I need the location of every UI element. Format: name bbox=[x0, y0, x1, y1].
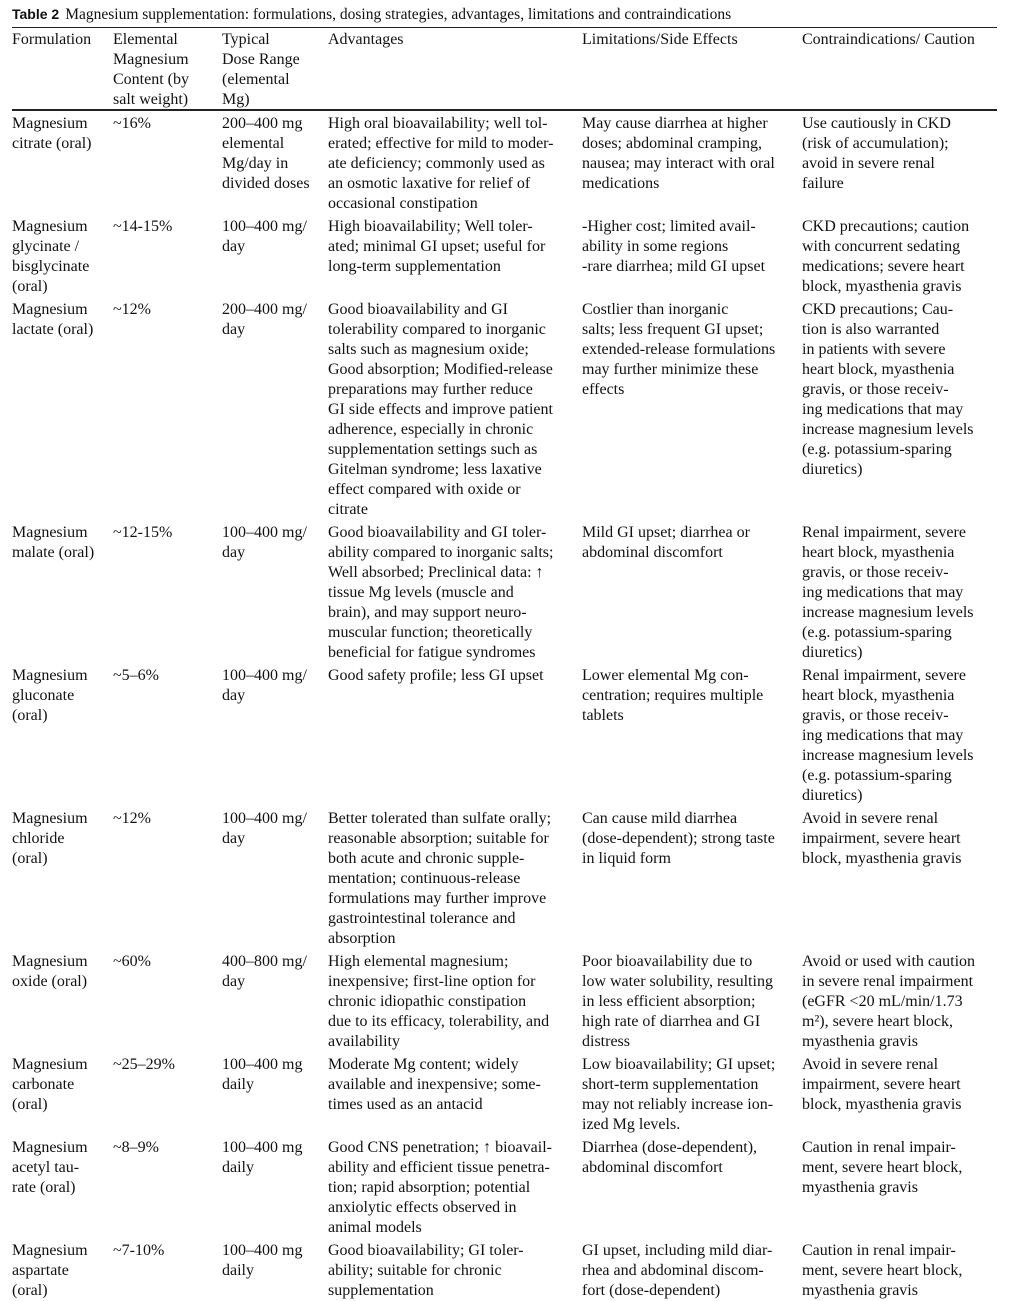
cell-advantages: Good bioavailability; GI toler- ability; suitable for chronic supplementation bbox=[328, 1242, 524, 1299]
cell-elemental-content: ~7-10% bbox=[113, 1242, 165, 1259]
header-advantages: Advantages bbox=[328, 31, 404, 48]
cell-limitations: Costlier than inorganic salts; less frequent GI upset; extended-release formulations may further minimize these effects bbox=[582, 301, 776, 398]
top-rule bbox=[12, 27, 997, 28]
cell-contraindications: Caution in renal impair- ment, severe heart block, myasthenia gravis bbox=[802, 1139, 963, 1196]
cell-advantages: Better tolerated than sulfate orally; reasonable absorption; suitable for both acute and chronic supple- mentation; continuous-release formulations may further improve gastrointestinal tolerance and absorption bbox=[328, 810, 552, 947]
cell-elemental-content: ~25–29% bbox=[113, 1056, 175, 1073]
cell-advantages: Good CNS penetration; ↑ bioavail- ability and efficient tissue penetra- tion; rapid absorption; potential anxiolytic effects observed in animal models bbox=[328, 1139, 552, 1236]
header-elemental-content: Elemental Magnesium Content (by salt weight) bbox=[113, 31, 189, 108]
cell-limitations: Poor bioavailability due to low water solubility, resulting in less efficient absorption; high rate of diarrhea and GI distress bbox=[582, 953, 773, 1050]
cell-limitations: May cause diarrhea at higher doses; abdominal cramping, nausea; may interact with oral medications bbox=[582, 115, 775, 192]
header-formulation: Formulation bbox=[12, 31, 92, 48]
cell-dose-range: 100–400 mg daily bbox=[222, 1139, 303, 1176]
cell-elemental-content: ~5–6% bbox=[113, 667, 159, 684]
cell-elemental-content: ~12% bbox=[113, 810, 151, 827]
cell-contraindications: Caution in renal impair- ment, severe heart block, myasthenia gravis bbox=[802, 1242, 963, 1299]
table-title: Magnesium supplementation: formulations, dosing strategies, advantages, limitations and contraindications bbox=[65, 6, 732, 23]
cell-formulation: Magnesium oxide (oral) bbox=[12, 953, 88, 990]
cell-dose-range: 100–400 mg/ day bbox=[222, 218, 307, 255]
cell-contraindications: Avoid in severe renal impairment, severe heart block, myasthenia gravis bbox=[802, 810, 962, 867]
cell-limitations: Lower elemental Mg con- centration; requires multiple tablets bbox=[582, 667, 764, 724]
cell-limitations: Diarrhea (dose-dependent), abdominal discomfort bbox=[582, 1139, 758, 1176]
cell-formulation: Magnesium lactate (oral) bbox=[12, 301, 94, 338]
header-limitations: Limitations/Side Effects bbox=[582, 31, 738, 48]
cell-dose-range: 100–400 mg/ day bbox=[222, 524, 307, 561]
cell-advantages: High oral bioavailability; well tol- erated; effective for mild to moder- ate deficiency; commonly used as an osmotic laxative for relief of occasional constipation bbox=[328, 115, 554, 212]
cell-elemental-content: ~16% bbox=[113, 115, 151, 132]
cell-formulation: Magnesium aspartate (oral) bbox=[12, 1242, 88, 1299]
cell-dose-range: 100–400 mg daily bbox=[222, 1056, 303, 1093]
cell-dose-range: 200–400 mg/ day bbox=[222, 301, 307, 338]
cell-elemental-content: ~60% bbox=[113, 953, 151, 970]
cell-contraindications: CKD precautions; Cau- tion is also warranted in patients with severe heart block, myasthenia gravis, or those receiv- ing medications that may increase magnesium levels (e.g. potassium-sparing diuretics) bbox=[802, 301, 974, 478]
cell-formulation: Magnesium carbonate (oral) bbox=[12, 1056, 88, 1113]
header-contraindications: Contraindications/ Caution bbox=[802, 31, 975, 48]
cell-formulation: Magnesium gluconate (oral) bbox=[12, 667, 88, 724]
cell-limitations: Can cause mild diarrhea (dose-dependent); strong taste in liquid form bbox=[582, 810, 775, 867]
header-dose-range: Typical Dose Range (elemental Mg) bbox=[222, 31, 300, 108]
cell-advantages: Good bioavailability and GI toler- ability compared to inorganic salts; Well absorbed; Preclinical data: ↑ tissue Mg levels (muscle and brain), and may support neuro- muscular function; theoretically beneficial for fatigue syndromes bbox=[328, 524, 554, 661]
cell-contraindications: Renal impairment, severe heart block, myasthenia gravis, or those receiv- ing medications that may increase magnesium levels (e.g. potassium-sparing diuretics) bbox=[802, 524, 974, 661]
cell-limitations: -Higher cost; limited avail- ability in some regions -rare diarrhea; mild GI upset bbox=[582, 218, 766, 275]
table-caption bbox=[12, 6, 731, 24]
cell-formulation: Magnesium malate (oral) bbox=[12, 524, 95, 561]
cell-limitations: GI upset, including mild diar- rhea and abdominal discom- fort (dose-dependent) bbox=[582, 1242, 773, 1299]
cell-formulation: Magnesium chloride (oral) bbox=[12, 810, 88, 867]
cell-dose-range: 200–400 mg elemental Mg/day in divided doses bbox=[222, 115, 310, 192]
cell-contraindications: Avoid or used with caution in severe renal impairment (eGFR <20 mL/min/1.73 m²), severe heart block, myasthenia gravis bbox=[802, 953, 976, 1050]
cell-advantages: High bioavailability; Well toler- ated; minimal GI upset; useful for long-term supplementation bbox=[328, 218, 546, 275]
cell-dose-range: 400–800 mg/ day bbox=[222, 953, 307, 990]
cell-contraindications: Use cautiously in CKD (risk of accumulation); avoid in severe renal failure bbox=[802, 115, 951, 192]
cell-formulation: Magnesium glycinate / bisglycinate (oral) bbox=[12, 218, 90, 295]
cell-formulation: Magnesium acetyl tau- rate (oral) bbox=[12, 1139, 88, 1196]
cell-formulation: Magnesium citrate (oral) bbox=[12, 115, 92, 152]
cell-advantages: Good safety profile; less GI upset bbox=[328, 667, 544, 684]
cell-limitations: Low bioavailability; GI upset; short-term supplementation may not reliably increase ion- ized Mg levels. bbox=[582, 1056, 776, 1133]
cell-elemental-content: ~8–9% bbox=[113, 1139, 159, 1156]
cell-dose-range: 100–400 mg/ day bbox=[222, 667, 307, 704]
cell-dose-range: 100–400 mg/ day bbox=[222, 810, 307, 847]
cell-advantages: Good bioavailability and GI tolerability compared to inorganic salts such as magnesium oxide; Good absorption; Modified-release preparations may further reduce GI side effects and improve patient adherence, especially in chronic supplementation settings such as Gitelman syndrome; less laxative effect compared with oxide or citrate bbox=[328, 301, 553, 518]
cell-limitations: Mild GI upset; diarrhea or abdominal discomfort bbox=[582, 524, 750, 561]
cell-elemental-content: ~12% bbox=[113, 301, 151, 318]
cell-contraindications: CKD precautions; caution with concurrent sedating medications; severe heart block, myasthenia gravis bbox=[802, 218, 970, 295]
cell-dose-range: 100–400 mg daily bbox=[222, 1242, 303, 1279]
cell-advantages: High elemental magnesium; inexpensive; first-line option for chronic idiopathic constipation due to its efficacy, tolerability, and availability bbox=[328, 953, 550, 1050]
cell-elemental-content: ~14-15% bbox=[113, 218, 173, 235]
cell-elemental-content: ~12-15% bbox=[113, 524, 173, 541]
cell-advantages: Moderate Mg content; widely available and inexpensive; some- times used as an antacid bbox=[328, 1056, 541, 1113]
cell-contraindications: Renal impairment, severe heart block, myasthenia gravis, or those receiv- ing medications that may increase magnesium levels (e.g. potassium-sparing diuretics) bbox=[802, 667, 974, 804]
table-label: Table 2 bbox=[12, 6, 60, 22]
cell-contraindications: Avoid in severe renal impairment, severe heart block, myasthenia gravis bbox=[802, 1056, 962, 1113]
